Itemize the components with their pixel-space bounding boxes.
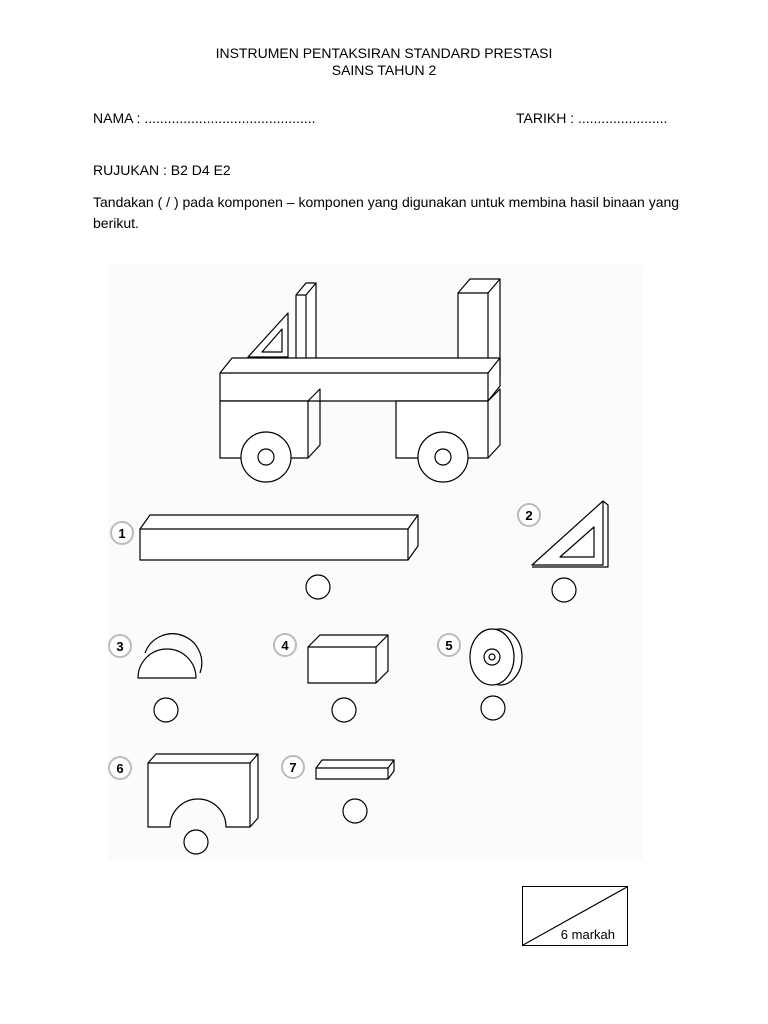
answer-circle-7[interactable] bbox=[343, 799, 367, 823]
answer-circle-5[interactable] bbox=[481, 696, 505, 720]
answer-circle-1[interactable] bbox=[306, 575, 330, 599]
svg-text:1: 1 bbox=[118, 526, 126, 541]
date-field: TARIKH : ....................... bbox=[516, 110, 668, 126]
worksheet-subtitle: SAINS TAHUN 2 bbox=[331, 62, 437, 78]
component-7-flat-block bbox=[316, 760, 394, 779]
answer-circle-4[interactable] bbox=[332, 698, 356, 722]
number-badge-6 bbox=[109, 757, 131, 779]
svg-text:4: 4 bbox=[281, 638, 289, 653]
number-badge-2 bbox=[518, 504, 540, 526]
instruction-text: Tandakan ( / ) pada komponen – komponen yang digunakan untuk membina hasil binaan yang berikut. bbox=[93, 194, 680, 231]
svg-text:7: 7 bbox=[289, 760, 297, 775]
worksheet-title: INSTRUMEN PENTAKSIRAN STANDARD PRESTASI bbox=[215, 45, 553, 61]
number-badge-4 bbox=[274, 634, 296, 656]
answer-circle-3[interactable] bbox=[154, 698, 178, 722]
answer-circle-2[interactable] bbox=[552, 578, 576, 602]
svg-text:6: 6 bbox=[116, 761, 124, 776]
component-5-wheel bbox=[470, 629, 522, 685]
number-badge-1 bbox=[111, 522, 133, 544]
reference-code: RUJUKAN : B2 D4 E2 bbox=[93, 162, 231, 178]
building-blocks-figure bbox=[108, 265, 643, 860]
svg-text:2: 2 bbox=[525, 508, 533, 523]
component-1-long-bar bbox=[140, 515, 418, 560]
marks-label: 6 markah bbox=[560, 927, 615, 942]
name-field: NAMA : ............................................ bbox=[93, 110, 316, 126]
number-badge-7 bbox=[282, 756, 304, 778]
answer-circle-6[interactable] bbox=[184, 830, 208, 854]
number-badge-3 bbox=[109, 635, 131, 657]
marks-box bbox=[522, 886, 628, 946]
svg-text:3: 3 bbox=[116, 639, 124, 654]
svg-text:5: 5 bbox=[445, 638, 453, 653]
component-4-cuboid bbox=[308, 635, 388, 683]
number-badge-5 bbox=[438, 634, 460, 656]
